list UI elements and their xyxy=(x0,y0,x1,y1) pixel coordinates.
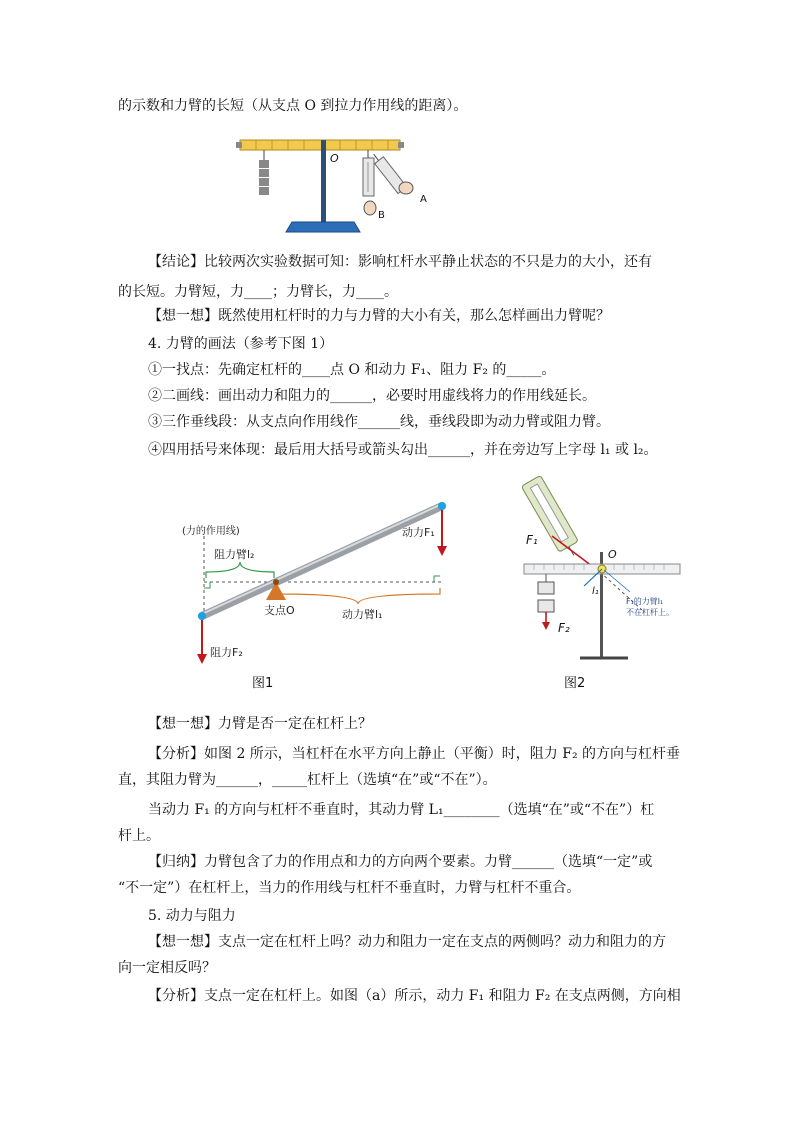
analysis-line-4: 杆上。 xyxy=(118,828,160,844)
analysis-line-2: 直，其阻力臂为______，_____杠杆上（选填“在”或“不在”）。 xyxy=(118,772,497,788)
lever-rod xyxy=(202,506,442,616)
think-3-line-2: 向一定相反吗？ xyxy=(118,960,216,976)
section-5-title: 5. 动力与阻力 xyxy=(148,908,236,924)
lever-experiment-figure xyxy=(236,132,456,236)
step-2: ②二画线：画出动力和阻力的______，必要时用虚线将力的作用线延长。 xyxy=(148,388,596,404)
stand-base xyxy=(286,222,360,232)
note-1: F₁的力臂l₁ xyxy=(626,597,664,606)
analysis-line-1: 【分析】如图 2 所示，当杠杆在水平方向上静止（平衡）时，阻力 F₂ 的方向与杠杆垂 xyxy=(148,746,681,762)
pivot-label-o: O xyxy=(330,152,339,165)
label-effort-arm-text: 动力臂l₁ xyxy=(342,608,383,621)
summary-line-1: 【归纳】力臂包含了力的作用点和力的方向两个要素。力臂______（选填“一定”或 xyxy=(148,854,653,870)
intro-text: 的示数和力臂的长短（从支点 O 到拉力作用线的距离）。 xyxy=(118,98,468,114)
method-title: 4. 力臂的画法（参考下图 1） xyxy=(148,336,334,352)
label-f2: F₂ xyxy=(558,621,570,635)
label-resist: 阻力F₂ xyxy=(210,646,243,659)
conclusion-line-2: 的长短。力臂短，力____；力臂长，力____。 xyxy=(118,284,398,300)
analysis-line-3: 当动力 F₁ 的方向与杠杆不垂直时，其动力臂 L₁________（选填“在”或“不在”）杠 xyxy=(148,802,655,818)
stand-pole xyxy=(321,140,326,222)
figure-2-lever-diagram xyxy=(518,472,688,668)
step-3: ③三作垂线段：从支点向作用线作______线，垂线段即为动力臂或阻力臂。 xyxy=(148,414,610,430)
label-a: A xyxy=(420,194,427,205)
summary-line-2: “不一定”）在杠杆上，当力的作用线与杠杆不垂直时，力臂与杠杆不重合。 xyxy=(118,880,581,896)
label-resist-arm: 阻力臂l₂ xyxy=(214,548,255,561)
think-3-line-1: 【想一想】支点一定在杠杆上吗？动力和阻力一定在支点的两侧吗？动力和阻力的方 xyxy=(148,934,666,950)
think-1: 【想一想】既然使用杠杆时的力与力臂的大小有关，那么怎样画出力臂呢？ xyxy=(148,308,610,324)
step-4: ④四用括号来体现：最后用大括号或箭头勾出______，并在旁边写上字母 l₁ 或 l₂。 xyxy=(148,442,658,458)
label-f1: F₁ xyxy=(526,533,538,547)
label-b: B xyxy=(378,210,385,221)
conclusion-line-1: 【结论】比较两次实验数据可知：影响杠杆水平静止状态的不只是力的大小，还有 xyxy=(148,254,652,270)
label-fulcrum: 支点O xyxy=(264,604,295,617)
label-action-line: (力的作用线) xyxy=(182,526,240,537)
figure-1-caption: 图1 xyxy=(252,676,274,691)
label-effort: 动力F₁ xyxy=(402,526,435,539)
think-2: 【想一想】力臂是否一定在杠杆上？ xyxy=(148,716,372,732)
label-o: O xyxy=(608,548,617,561)
figure-2-caption: 图2 xyxy=(564,676,586,691)
lever-bar xyxy=(240,140,400,150)
label-l1: l₁ xyxy=(592,586,599,597)
figure-1-lever-diagram xyxy=(170,496,460,672)
step-1: ①一找点：先确定杠杆的____点 O 和动力 F₁、阻力 F₂ 的_____。 xyxy=(148,362,556,378)
note-2: 不在杠杆上。 xyxy=(626,608,674,617)
analysis-5: 【分析】支点一定在杠杆上。如图（a）所示，动力 F₁ 和阻力 F₂ 在支点两侧，方向相 xyxy=(148,988,681,1004)
